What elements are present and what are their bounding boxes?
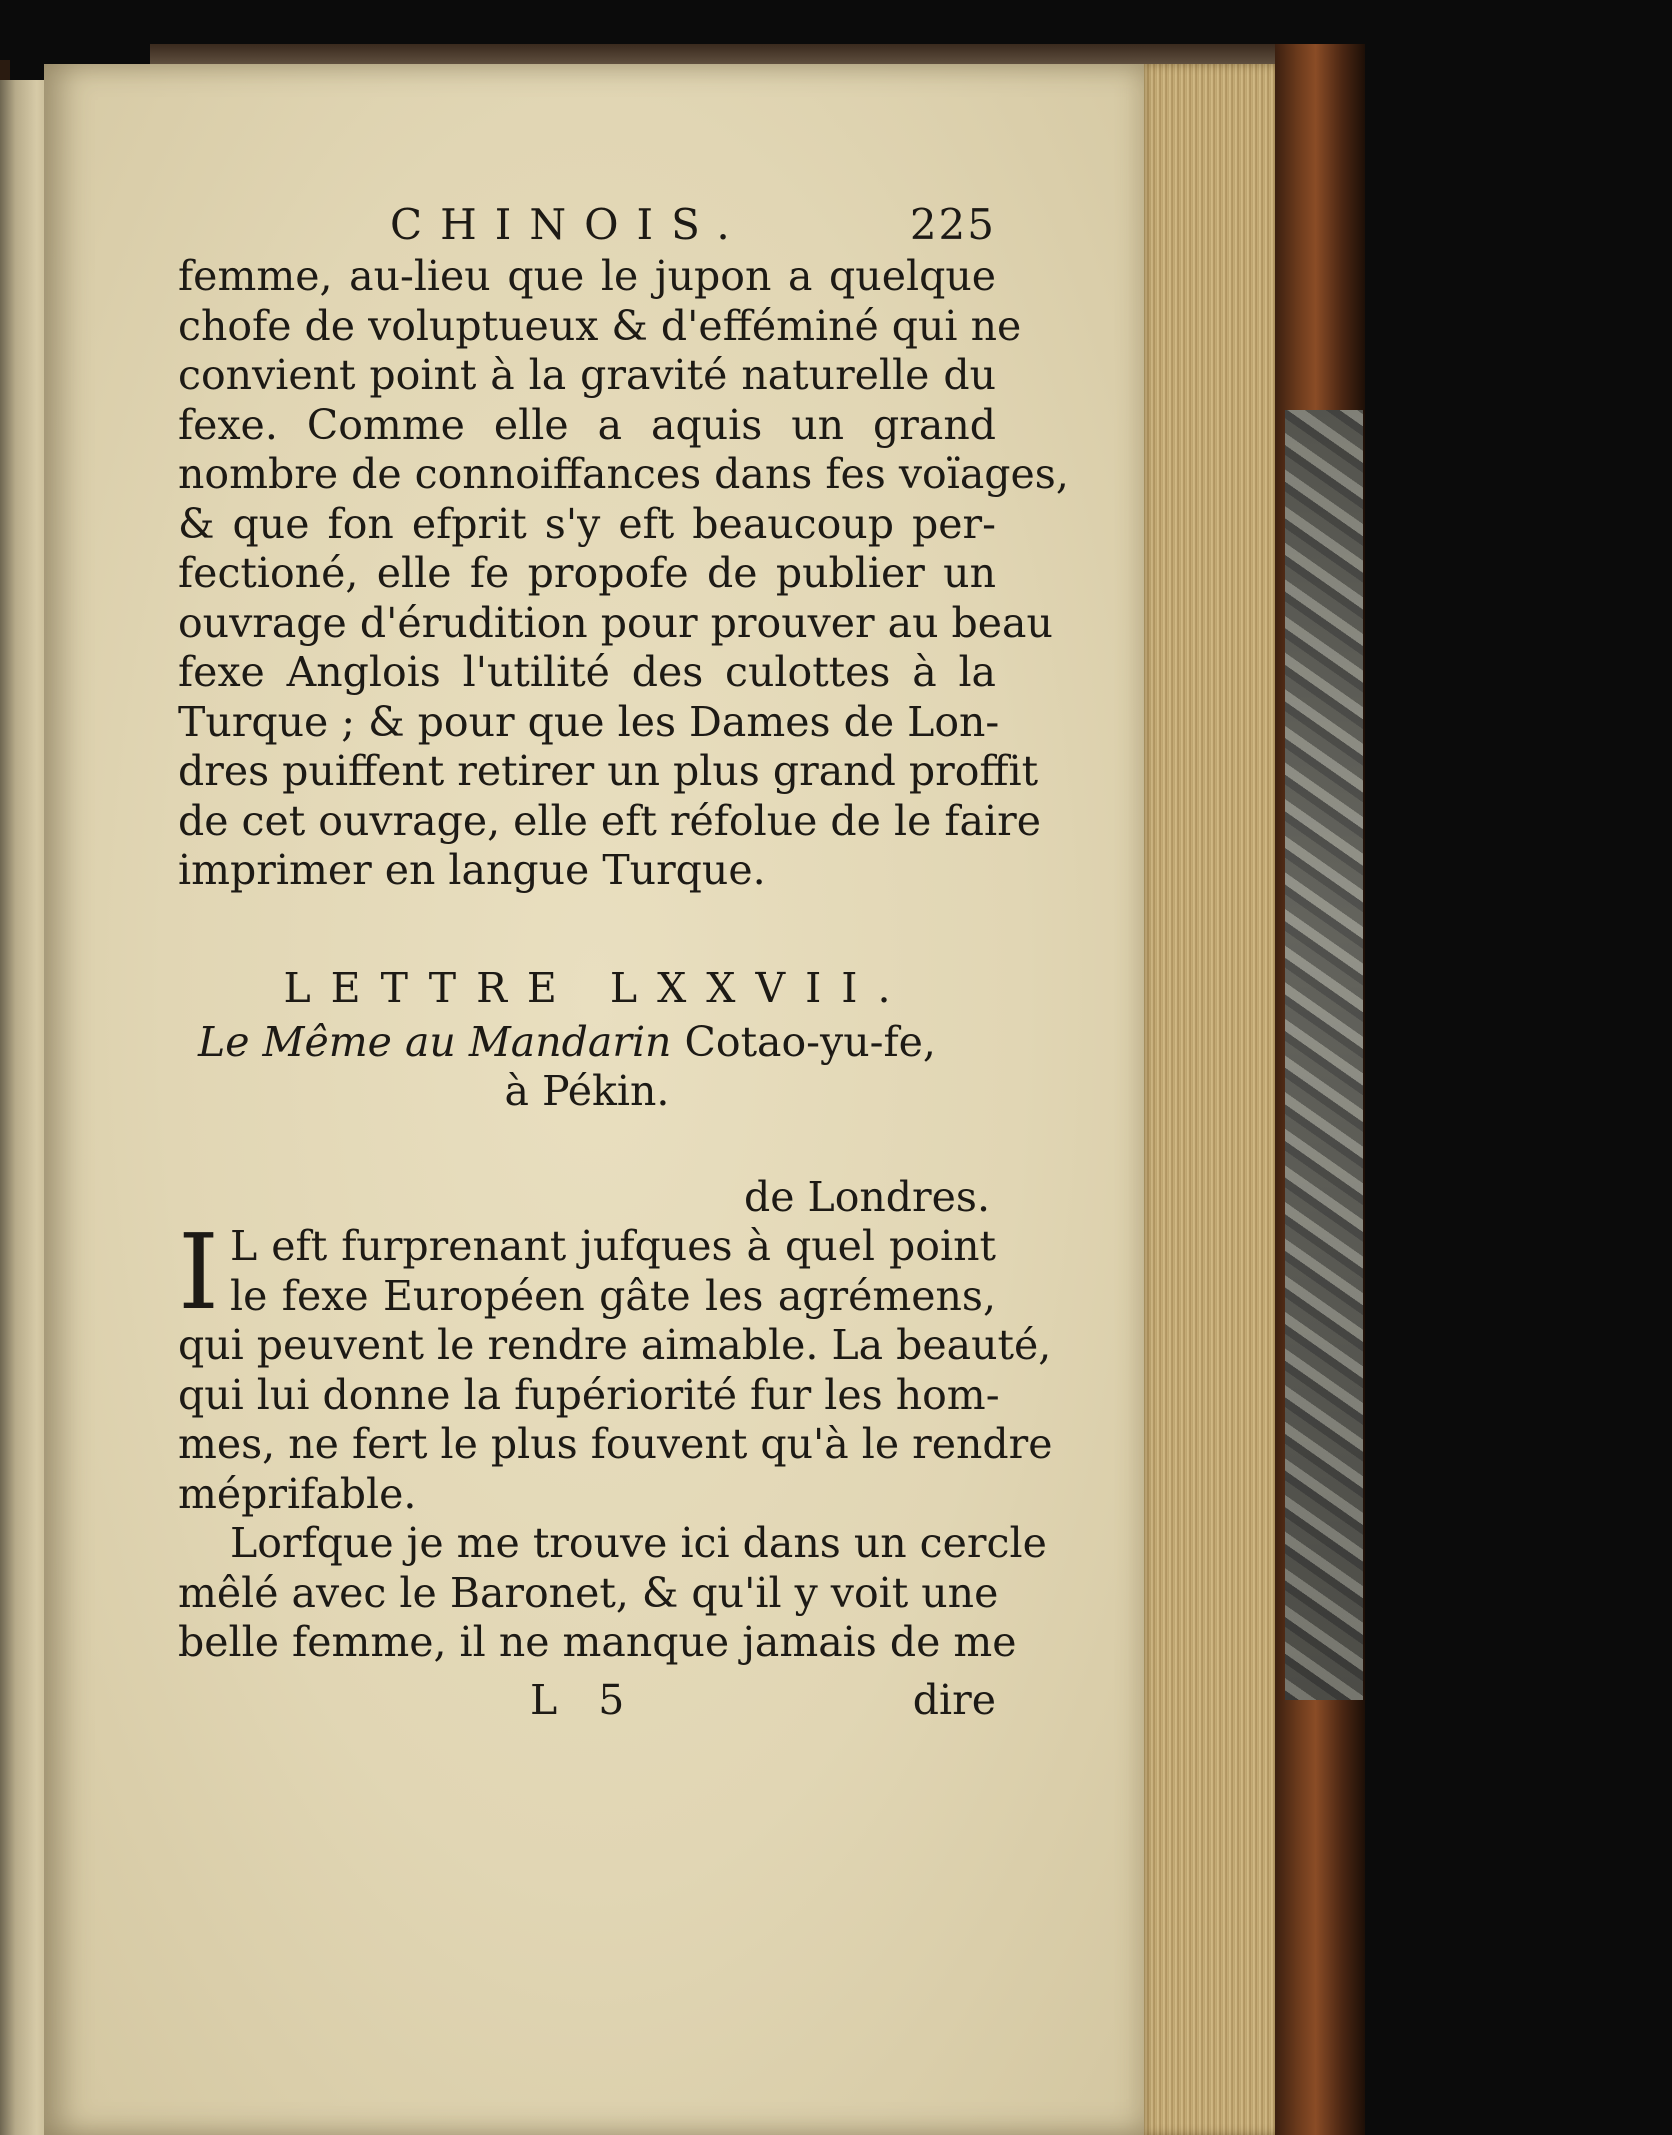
text-line: chofe de voluptueux & d'efféminé qui ne	[178, 301, 1022, 350]
drop-cap: I	[178, 1211, 220, 1333]
page-text-block	[178, 200, 1069, 1728]
page-block-edges	[1138, 64, 1275, 2135]
text-line: fexe. Comme elle a aquis un grand	[178, 400, 996, 449]
text-line: nombre de connoiffances dans fes voïages,	[178, 450, 1069, 498]
page-header	[178, 200, 996, 252]
page-number: 225	[909, 200, 996, 249]
text-line: fexe Anglois l'utilité des culottes à la	[178, 648, 996, 696]
text-line: femme, au-lieu que le jupon a quelque	[178, 252, 996, 300]
text-line: mêlé avec le Baronet, & qu'il y voit une	[178, 1568, 999, 1617]
text-line: mes, ne fert le plus fouvent qu'à le rendre	[178, 1420, 1053, 1468]
text-line: convient point à la gravité naturelle du	[178, 351, 996, 399]
page-footer	[178, 1676, 996, 1728]
signature-mark: L 5	[530, 1675, 639, 1724]
salutation-italic: Le Même au Mandarin	[198, 1017, 672, 1066]
marbled-board	[1285, 410, 1363, 1700]
text-line: de cet ouvrage, elle eft réfolue de le faire	[178, 796, 1041, 845]
letter-title: LETTRE LXXVII.	[283, 963, 911, 1012]
text-line: imprimer en langue Turque.	[178, 846, 766, 894]
dateline: de Londres.	[743, 1172, 990, 1221]
catchword: dire	[912, 1675, 996, 1724]
text-line: Lorfque je me trouve ici dans un cercle	[230, 1519, 1047, 1567]
text-line: fectioné, elle fe propofe de publier un	[178, 549, 996, 597]
text-line: le fexe Européen gâte les agrémens,	[230, 1271, 996, 1320]
text-line: L eft furprenant jufques à quel point	[230, 1222, 996, 1270]
running-head: CHINOIS.	[390, 200, 748, 249]
text-line: dres puiffent retirer un plus grand proffit	[178, 747, 1039, 795]
salutation-place: à Pékin.	[504, 1067, 670, 1115]
text-line: qui lui donne la fupériorité fur les hom-	[178, 1370, 1000, 1419]
text-line: méprifable.	[178, 1469, 417, 1518]
salutation	[178, 1018, 996, 1068]
salutation-name: Cotao-yu-fe,	[684, 1017, 936, 1066]
text-line: belle femme, il ne manque jamais de me	[178, 1618, 1017, 1666]
text-line: & que fon efprit s'y eft beaucoup per-	[178, 499, 996, 548]
text-line: qui peuvent le rendre aimable. La beauté,	[178, 1321, 1052, 1369]
paragraph-2	[178, 1211, 1053, 1519]
paragraph-1	[178, 252, 1069, 896]
text-line: Turque ; & pour que les Dames de Lon-	[178, 697, 1000, 746]
paragraph-3	[178, 1519, 1047, 1668]
text-line: ouvrage d'érudition pour prouver au beau	[178, 598, 1053, 647]
